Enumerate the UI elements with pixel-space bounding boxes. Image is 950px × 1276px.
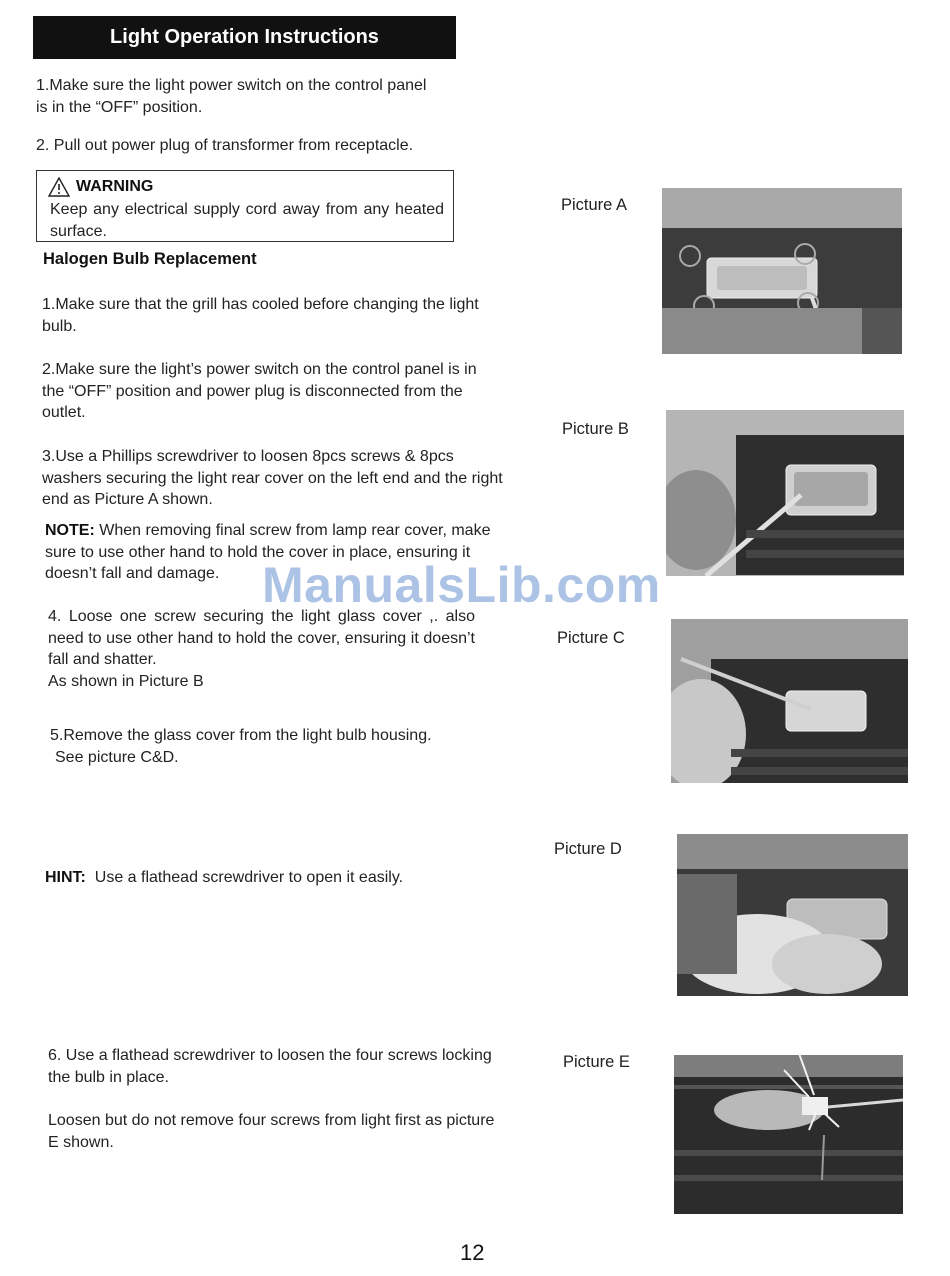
step-6-note: Loosen but do not remove four screws from light first as picture E shown. <box>48 1112 495 1151</box>
picture-d-label: Picture D <box>554 840 622 858</box>
section-heading: Halogen Bulb Replacement <box>43 250 257 268</box>
step-6: 6. Use a flathead screwdriver to loosen the four screws locking the bulb in place. <box>48 1047 492 1086</box>
warning-triangle-icon <box>48 177 70 197</box>
picture-d-photo <box>677 834 908 996</box>
page-number: 12 <box>460 1240 485 1265</box>
hint-text: Use a flathead screwdriver to open it easily. <box>94 869 404 886</box>
picture-b-label: Picture B <box>562 420 629 438</box>
picture-b-photo <box>666 410 904 576</box>
note-label: NOTE: <box>45 522 95 539</box>
picture-a-label: Picture A <box>561 196 628 214</box>
page-title: Light Operation Instructions <box>33 16 456 59</box>
warning-text: Keep any electrical supply cord away from any heated surface. <box>50 201 444 240</box>
step-4-reference: As shown in Picture B <box>48 673 204 690</box>
warning-label: WARNING <box>76 178 154 195</box>
step-4: 4. Loose one screw securing the light glass cover ,. also need to use other hand to hold the cover, ensuring it doesn’t fall and shatter. <box>48 608 475 668</box>
hint-label: HINT: <box>45 869 86 886</box>
intro-step-1: 1.Make sure the light power switch on the control panel is in the “OFF” position. <box>36 77 427 116</box>
picture-c-label: Picture C <box>557 629 625 647</box>
picture-e-label: Picture E <box>563 1053 630 1071</box>
step-5: 5.Remove the glass cover from the light bulb housing. <box>50 727 432 744</box>
picture-a-photo <box>662 188 902 354</box>
intro-step-2: 2. Pull out power plug of transformer from receptacle. <box>36 137 414 154</box>
warning-heading <box>48 177 153 197</box>
picture-e-photo <box>674 1055 903 1214</box>
note-text: When removing final screw from lamp rear cover, make sure to use other hand to hold the cover in place, ensuring it doesn’t fall and damage. <box>45 522 491 582</box>
hint <box>45 867 505 889</box>
step-5-reference: See picture C&D. <box>55 749 179 766</box>
step-3: 3.Use a Phillips screwdriver to loosen 8pcs screws & 8pcs washers securing the light rear cover on the left end and the right end as Picture A shown. <box>42 448 503 508</box>
step-2: 2.Make sure the light’s power switch on the control panel is in the “OFF” position and power plug is disconnected from the outlet. <box>42 361 477 421</box>
picture-c-photo <box>671 619 908 783</box>
watermark: ManualsLib.com <box>262 557 661 613</box>
step-1: 1.Make sure that the grill has cooled before changing the light bulb. <box>42 296 479 335</box>
